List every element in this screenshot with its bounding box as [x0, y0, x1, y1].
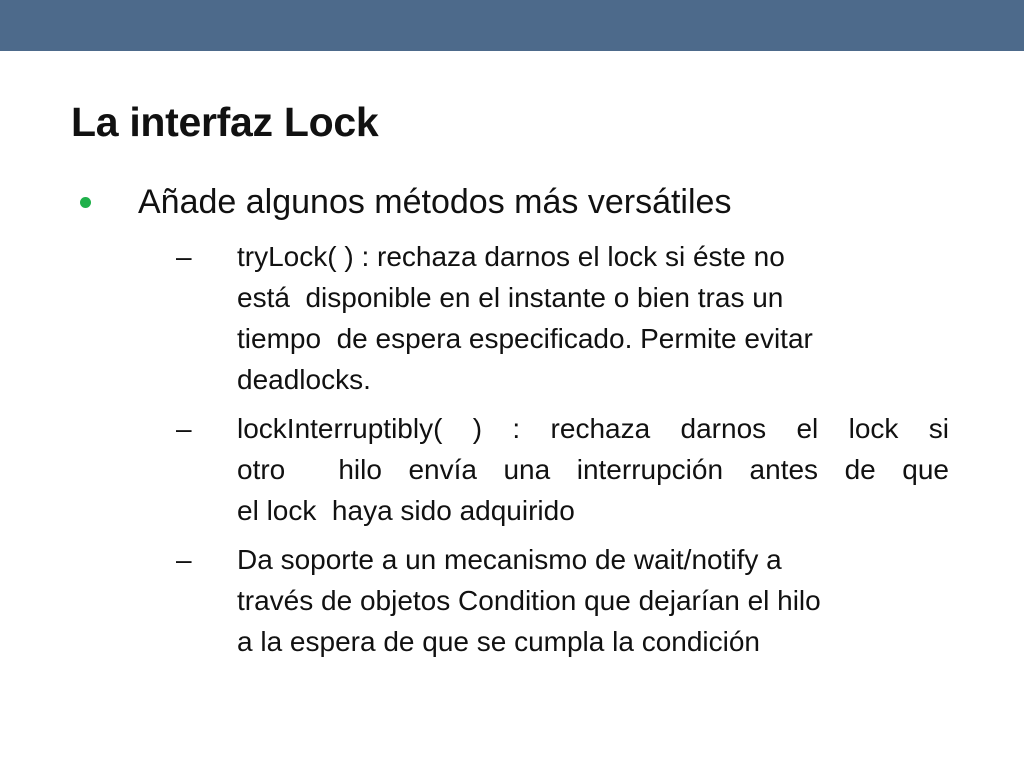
text-line: tiempo de espera especificado. Permite evitar [237, 323, 813, 354]
dash-icon: – [176, 241, 192, 272]
sub-item-text [237, 236, 949, 400]
text-line: a la espera de que se cumpla la condición [237, 626, 761, 657]
sub-bullet-list [0, 236, 1024, 670]
text-line: deadlocks. [237, 364, 371, 395]
dash-icon: – [176, 413, 192, 444]
text-line: través de objetos Condition que dejarían el hilo [237, 585, 821, 616]
main-bullet [0, 179, 1024, 227]
sub-item-lockinterruptibly [0, 408, 1024, 531]
text-line: está disponible en el instante o bien tras un [237, 282, 784, 313]
text-line: lockInterruptibly( ) : rechaza darnos el lock si [237, 413, 949, 444]
text-line: el lock haya sido adquirido [237, 495, 575, 526]
header-bar [0, 0, 1024, 51]
main-bullet-text: Añade algunos métodos más versátiles [138, 183, 732, 221]
slide-title: La interfaz Lock [71, 99, 379, 145]
text-line: tryLock( ) : rechaza darnos el lock si éste no [237, 241, 785, 272]
sub-item-condition [0, 539, 1024, 662]
sub-item-trylock [0, 236, 1024, 400]
bullet-dot-icon [80, 197, 91, 208]
text-line: Da soporte a un mecanismo de wait/notify a [237, 544, 782, 575]
text-line: otro hilo envía una interrupción antes de que [237, 454, 949, 485]
dash-icon: – [176, 544, 192, 575]
sub-item-text [237, 408, 949, 531]
sub-item-text [237, 539, 949, 662]
